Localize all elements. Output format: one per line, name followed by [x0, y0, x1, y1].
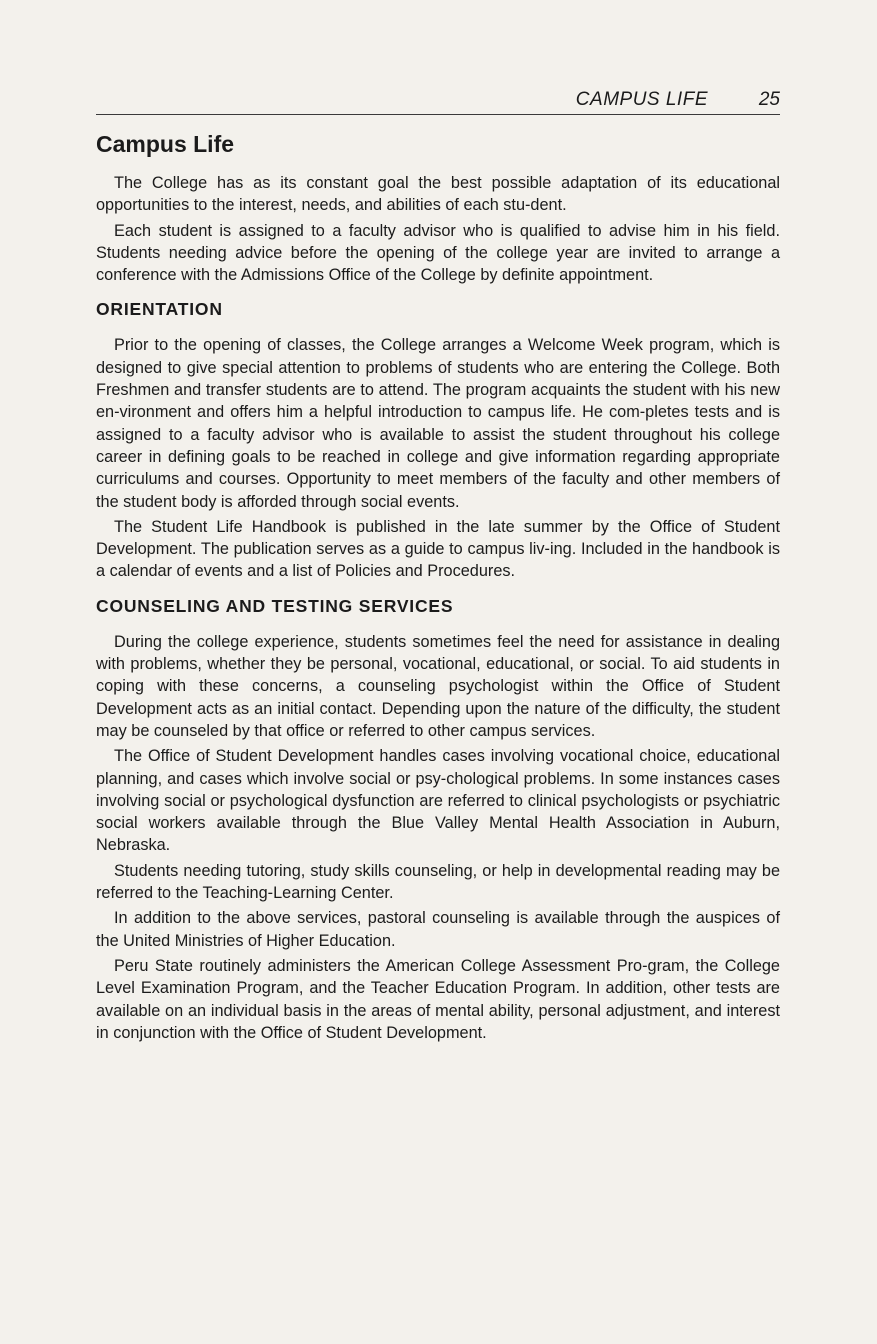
- running-header: [96, 88, 780, 115]
- counseling-paragraph: Students needing tutoring, study skills counseling, or help in developmental reading may be referred to the Teaching-Learning Center.: [96, 861, 780, 903]
- section-heading-counseling: COUNSELING AND TESTING SERVICES: [96, 595, 454, 616]
- intro-paragraph: The College has as its constant goal the best possible adaptation of its educational opportunities to the interest, needs, and abilities of each stu-dent.: [96, 174, 780, 215]
- counseling-paragraph: During the college experience, students sometimes feel the need for assistance in dealing with problems, whether they be personal, vocational, educational, or social. To aid students in coping with these concerns, a counseling psychologist within the Office of Student Development acts as an initial contact. Depending upon the nature of the difficulty, the student may be counseled by that office or referred to other campus services.: [96, 632, 780, 740]
- intro-paragraph: Each student is assigned to a faculty advisor who is qualified to advise him in his field. Students needing advice before the opening of the college year are invited to arrange a conference with the Admissions Office of the College by definite appointment.: [96, 221, 780, 285]
- page-title: Campus Life: [96, 131, 235, 157]
- section-heading-orientation: ORIENTATION: [96, 299, 223, 320]
- page-content: [96, 126, 780, 1047]
- running-title: CAMPUS LIFE: [575, 89, 708, 110]
- counseling-paragraph: Peru State routinely administers the American College Assessment Pro-gram, the College Level Examination Program, and the Teacher Education Program. In addition, other tests are available on an individual basis in the areas of mental ability, personal adjustment, and interest in conjunction with the Office of Student Development.: [96, 956, 780, 1042]
- counseling-paragraph: The Office of Student Development handles cases involving vocational choice, educational planning, and cases which involve social or psy-chological problems. In some instances cases involving social or psychological dysfunction are referred to clinical psychologists or psychiatric social workers available through the Blue Valley Mental Health Association in Auburn, Nebraska.: [96, 747, 780, 855]
- orientation-paragraph: Prior to the opening of classes, the College arranges a Welcome Week program, which is designed to give special attention to problems of students who are entering the College. Both Freshmen and transfer students are to attend. The program acquaints the student with his new en-vironment and offers him a helpful introduction to campus life. He com-pletes tests and is assigned to a faculty advisor who is available to assist the student throughout his college career in defining goals to be reached in college and give information regarding appropriate curriculums and courses. Opportunity to meet members of the faculty and other members of the student body is afforded through social events.: [96, 336, 780, 511]
- page-number: 25: [758, 89, 780, 110]
- counseling-paragraph: In addition to the above services, pastoral counseling is available through the auspices of the United Ministries of Higher Education.: [96, 909, 780, 950]
- orientation-paragraph: The Student Life Handbook is published in the late summer by the Office of Student Development. The publication serves as a guide to campus liv-ing. Included in the handbook is a calendar of events and a list of Policies and Procedures.: [96, 517, 780, 581]
